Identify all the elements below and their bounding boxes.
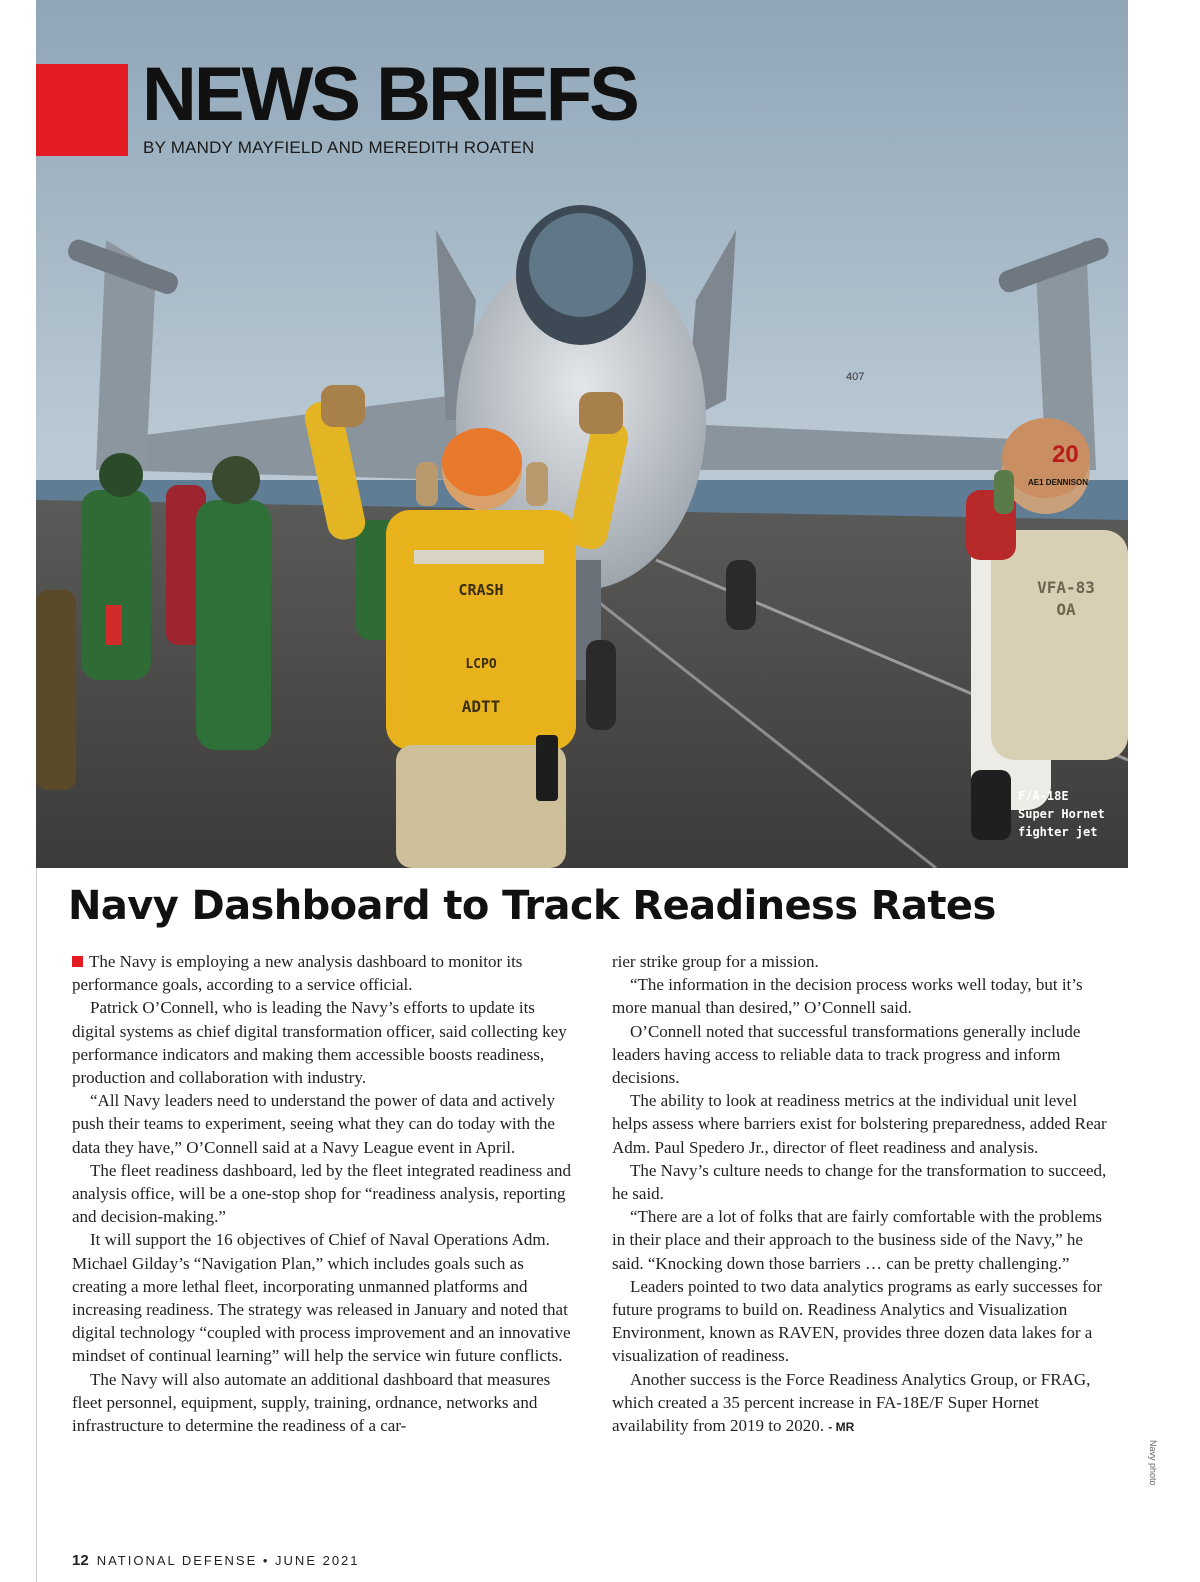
tail-number: 407	[846, 371, 865, 383]
photo-credit: Navy photo	[1148, 1440, 1158, 1486]
byline: BY MANDY MAYFIELD AND MEREDITH ROATEN	[143, 138, 535, 157]
paragraph-final	[612, 1368, 1116, 1440]
vest-text-vfa83: VFA-83	[1037, 578, 1095, 597]
vest-text-oa: OA	[1056, 600, 1076, 619]
paragraph: O’Connell noted that successful transformations generally include leaders having access to reliable data to track progress and inform decisions.	[612, 1021, 1081, 1088]
article-title: Navy Dashboard to Track Readiness Rates	[68, 883, 996, 929]
paragraph: “All Navy leaders need to understand the power of data and actively push their teams to experiment, seeing what they can do today with the data they have,” O’Connell said at a Navy League event in April.	[72, 1091, 555, 1157]
vest-text-lcpo: LCPO	[465, 657, 497, 672]
paragraph-final-text: Another success is the Force Readiness Analytics Group, or FRAG, which created a 35 percent increase in FA-18E/F Super Hornet availability from 2019 to 2020.	[612, 1369, 1091, 1436]
helmet-number: 20	[1052, 441, 1079, 468]
paragraph: The ability to look at readiness metrics at the individual unit level helps assess where barriers exist for bolstering preparedness, added Rear Adm. Paul Spedero Jr., director of fleet readiness and analysis.	[612, 1091, 1107, 1157]
paragraph: Leaders pointed to two data analytics programs as early successes for future programs to build on. Readiness Analytics and Visualization Environment, known as RAVEN, provides three dozen data lakes for a visualization of readiness.	[612, 1276, 1103, 1366]
article-column-right	[612, 950, 1116, 1439]
page-footer	[72, 1552, 360, 1569]
paragraph: The fleet readiness dashboard, led by the fleet integrated readiness and analysis office, will be a one-stop shop for “readiness analysis, reporting and decision-making.”	[72, 1160, 571, 1227]
paragraph: The Navy will also automate an additional dashboard that measures fleet personnel, equipment, supply, training, ordnance, networks and infrastructure to determine the readiness of a car-	[72, 1369, 551, 1436]
publication-line: NATIONAL DEFENSE • JUNE 2021	[96, 1553, 360, 1568]
page-number: 12	[72, 1552, 89, 1569]
helmet-name: AE1 DENNISON	[1028, 478, 1089, 487]
paragraph: “The information in the decision process works well today, but it’s more manual than desired,” O’Connell said.	[612, 975, 1083, 1018]
paragraph: The Navy’s culture needs to change for the transformation to succeed, he said.	[612, 1160, 1107, 1204]
photo-caption: F/A-18E Super Hornet fighter jet	[1018, 789, 1105, 839]
section-title: NEWS BRIEFS	[142, 52, 637, 137]
vest-text-crash: CRASH	[458, 581, 504, 599]
article-column-left	[72, 950, 578, 1437]
paragraph-lead-text: The Navy is employing a new analysis dashboard to monitor its performance goals, according to a service official.	[72, 952, 523, 995]
paragraph: Patrick O’Connell, who is leading the Navy’s efforts to update its digital systems as chief digital transformation officer, said collecting key performance indicators and making them accessible boosts readiness, production and collaboration with industry.	[72, 998, 567, 1088]
paragraph: “There are a lot of folks that are fairly comfortable with the problems in their place and their approach to the business side of the Navy,” he said. “Knocking down those barriers … can be pretty challenging.”	[612, 1207, 1103, 1273]
red-bullet-icon	[72, 956, 83, 967]
paragraph-lead	[72, 950, 578, 996]
section-red-block	[36, 64, 128, 156]
paragraph: It will support the 16 objectives of Chief of Naval Operations Adm. Michael Gilday’s “Navigation Plan,” which includes goals such as creating a more lethal fleet, incorporating unmanned platforms and increasing readiness. The strategy was released in January and noted that digital technology “coupled with process improvement and an innovative mindset of continual learning” will help the service win future conflicts.	[72, 1230, 571, 1366]
paragraph-continuation: rier strike group for a mission.	[612, 952, 819, 971]
author-signature: - MR	[828, 1420, 855, 1435]
vest-text-adtt: ADTT	[461, 697, 501, 716]
